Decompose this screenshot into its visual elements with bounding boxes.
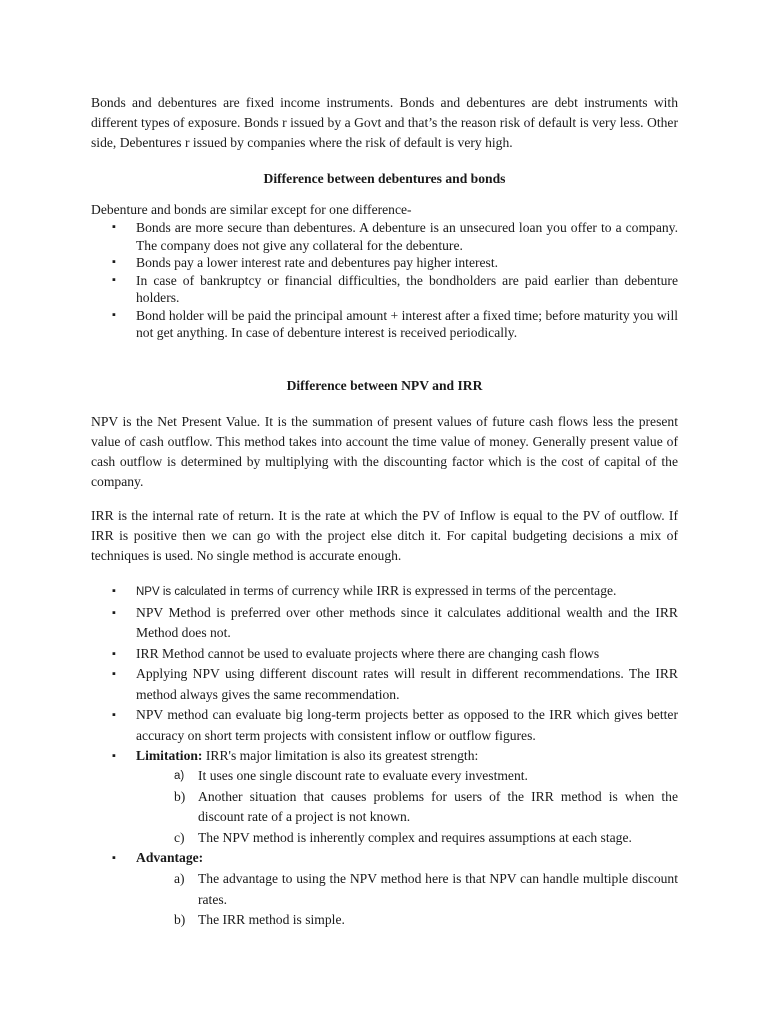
item-marker: c) bbox=[174, 829, 185, 845]
list-item: ▪ Applying NPV using different discount rates will result in different recommendations. The IRR method always gives the same recommendation. bbox=[91, 664, 678, 705]
section-heading-debentures-bonds: Difference between debentures and bonds bbox=[263, 171, 506, 186]
npv-calculated-lead: NPV is calculated bbox=[136, 586, 227, 598]
list-item: ▪ IRR Method cannot be used to evaluate projects where there are changing cash flows bbox=[91, 644, 678, 665]
section2-bullet-list bbox=[91, 581, 678, 767]
limitation-sub-list bbox=[174, 766, 678, 848]
item-marker: a) bbox=[174, 770, 185, 782]
npv-paragraph: NPV is the Net Present Value. It is the summation of present values of future cash flows less the present value of cash outflow. This method takes into account the time value of money. Generally present value of cash outflow is determined by multiplying with the discounting factor which is the cost of capital of the company. bbox=[91, 414, 678, 489]
irr-paragraph: IRR is the internal rate of return. It is the rate at which the PV of Inflow is equal to the PV of outflow. If IRR is positive then we can go with the project else ditch it. For capital budgeting decisions a mix of techniques is used. No single method is accurate enough. bbox=[91, 508, 678, 563]
list-item-limitation bbox=[91, 746, 678, 767]
list-item: ▪ Bond holder will be paid the principal amount + interest after a fixed time; before maturity you will not get anything. In case of debenture interest is received periodically. bbox=[91, 307, 678, 342]
advantage-bullet bbox=[91, 848, 678, 869]
item-marker: b) bbox=[174, 788, 186, 804]
list-item: ▪ In case of bankruptcy or financial difficulties, the bondholders are paid earlier than debenture holders. bbox=[91, 272, 678, 307]
advantage-sub-list bbox=[174, 869, 678, 931]
section1-lead: Debenture and bonds are similar except for one difference- bbox=[91, 202, 412, 217]
limitation-label: Limitation: bbox=[136, 748, 203, 763]
list-item: c) The NPV method is inherently complex and requires assumptions at each stage. bbox=[180, 828, 678, 849]
list-item: a) The advantage to using the NPV method here is that NPV can handle multiple discount rates. bbox=[174, 871, 678, 907]
list-item: ▪ NPV Method is preferred over other methods since it calculates additional wealth and the IRR Method does not. bbox=[91, 603, 678, 644]
limitation-text: IRR's major limitation is also its greatest strength: bbox=[202, 748, 479, 763]
list-item: a) It uses one single discount rate to evaluate every investment. bbox=[180, 766, 678, 787]
section1-bullet-list bbox=[91, 219, 678, 342]
list-item bbox=[91, 581, 678, 603]
section-heading-npv-irr: Difference between NPV and IRR bbox=[286, 378, 483, 393]
npv-calculated-rest: in terms of currency while IRR is expressed in terms of the percentage. bbox=[226, 583, 617, 598]
item-marker: b) bbox=[174, 912, 186, 927]
intro-paragraph: Bonds and debentures are fixed income instruments. Bonds and debentures are debt instruments with different types of exposure. Bonds r issued by a Govt and that’s the reason risk of default is very less. Other side, Debentures r issued by companies where the risk of default is very high. bbox=[91, 95, 678, 150]
list-item: ▪ Bonds are more secure than debentures. A debenture is an unsecured loan you offer to a company. The company does not give any collateral for the debenture. bbox=[91, 219, 678, 254]
list-item: b) The IRR method is simple. bbox=[180, 910, 678, 931]
item-marker: a) bbox=[174, 871, 185, 886]
list-item: b) Another situation that causes problems for users of the IRR method is when the discount rate of a project is not known. bbox=[174, 788, 678, 824]
list-item: ▪ NPV method can evaluate big long-term projects better as opposed to the IRR which gives better accuracy on short term projects with consistent inflow or outflow figures. bbox=[91, 705, 678, 746]
list-item-advantage bbox=[91, 848, 678, 869]
list-item: ▪ Bonds pay a lower interest rate and debentures pay higher interest. bbox=[91, 254, 678, 272]
advantage-label: Advantage: bbox=[136, 850, 204, 865]
